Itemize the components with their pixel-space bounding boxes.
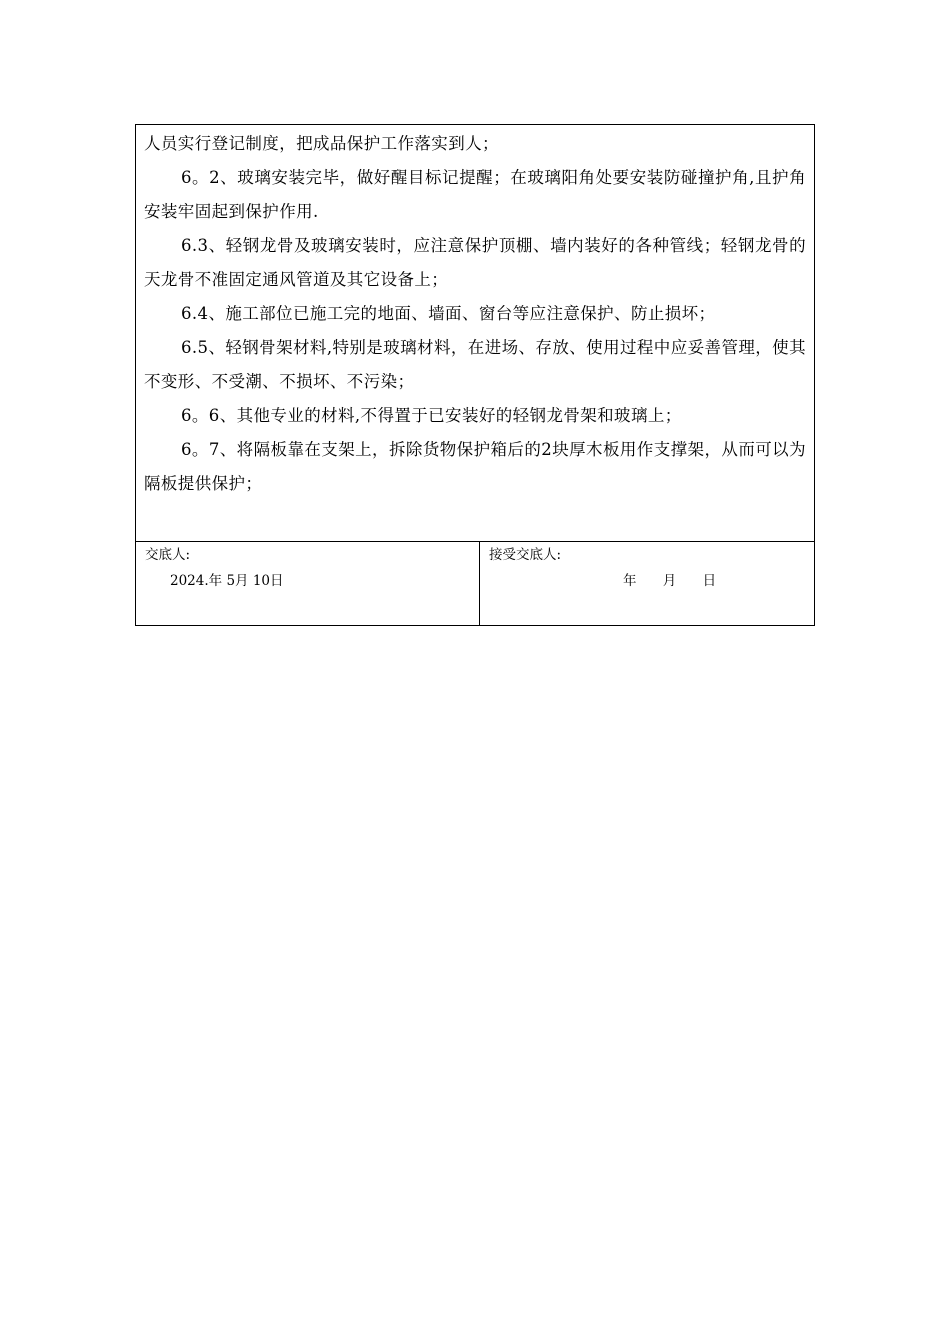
paragraph-6-3: 6.3、轻钢龙骨及玻璃安装时，应注意保护顶棚、墙内装好的各种管线；轻钢龙骨的天龙骨不准固定通风管道及其它设备上； [144, 236, 806, 289]
paragraph-1: 人员实行登记制度，把成品保护工作落实到人； [144, 134, 499, 153]
receiver-date: 年 月 日 [623, 573, 717, 589]
receiver-label: 接受交底人: [489, 547, 562, 563]
signoff-row [136, 542, 814, 625]
disclosure-table [135, 124, 815, 626]
paragraph-6-2: 6。2、玻璃安装完毕，做好醒目标记提醒；在玻璃阳角处要安装防碰撞护角,且护角安装牢固起到保护作用. [144, 168, 806, 221]
discloser-cell [136, 542, 480, 625]
receiver-cell [480, 542, 814, 625]
paragraph-6-5: 6.5、轻钢骨架材料,特别是玻璃材料，在进场、存放、使用过程中应妥善管理，使其不变形、不受潮、不损坏、不污染； [144, 338, 806, 391]
content-cell [136, 125, 814, 542]
paragraph-6-6: 6。6、其他专业的材料,不得置于已安装好的轻钢龙骨架和玻璃上； [181, 406, 682, 425]
paragraph-6-4: 6.4、施工部位已施工完的地面、墙面、窗台等应注意保护、防止损坏； [181, 304, 716, 323]
discloser-label: 交底人: [145, 547, 191, 563]
paragraph-6-7: 6。7、将隔板靠在支架上，拆除货物保护箱后的2块厚木板用作支撑架，从而可以为隔板提供保护； [144, 440, 806, 493]
discloser-date: 2024.年 5月 10日 [170, 573, 284, 589]
